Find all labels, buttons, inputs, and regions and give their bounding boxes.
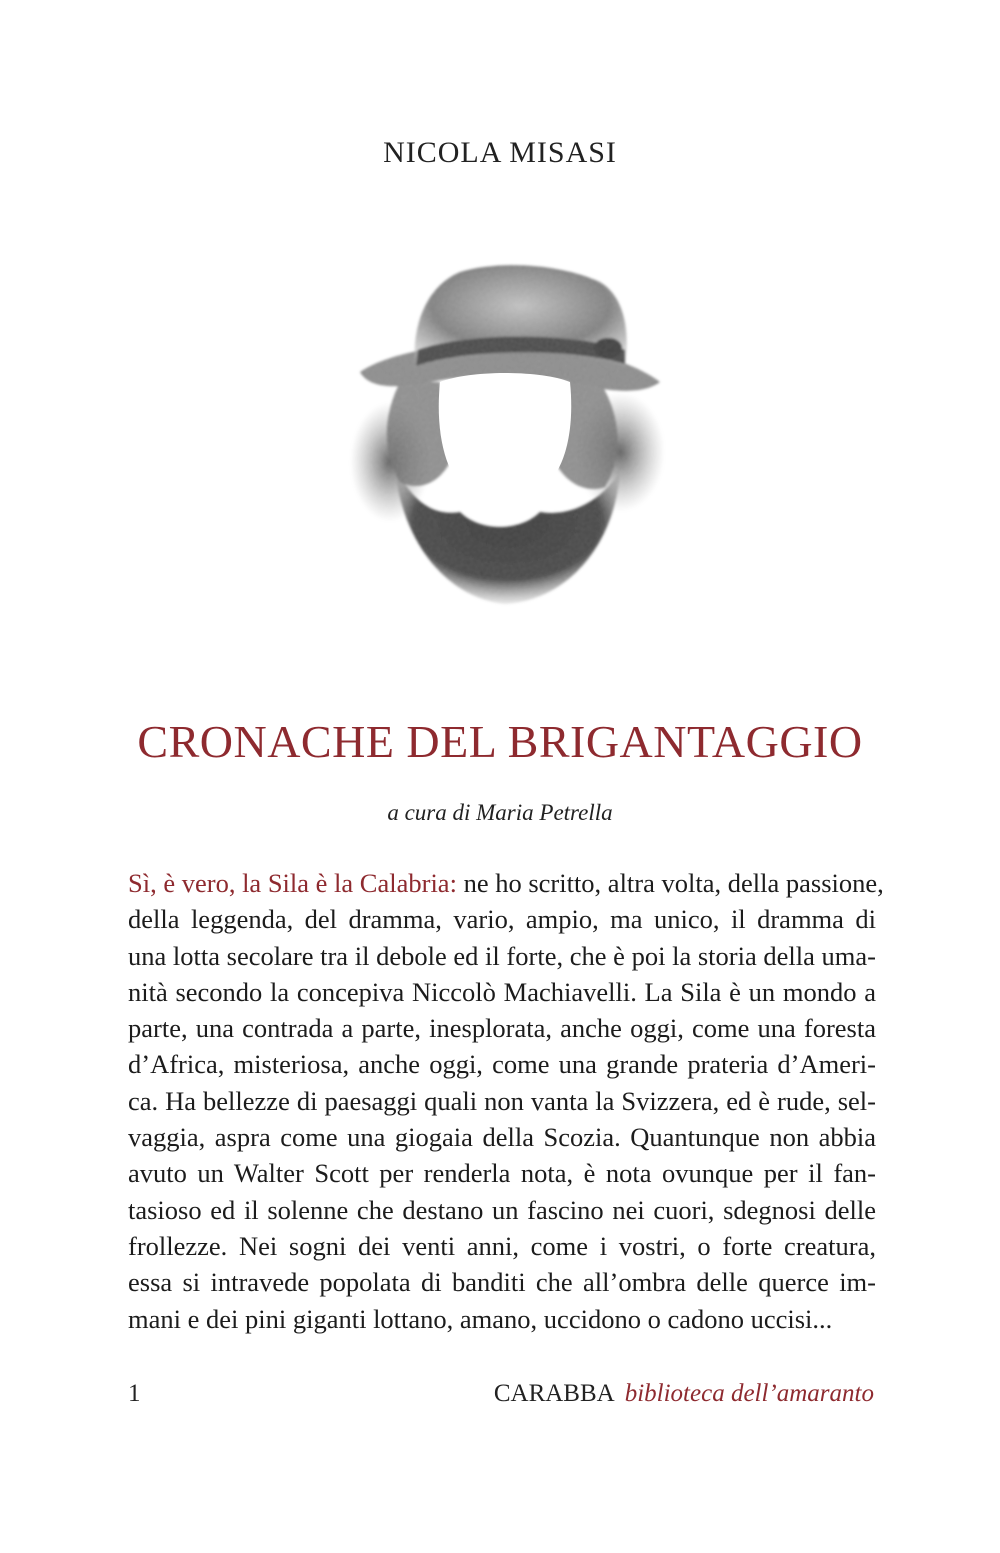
publisher-name: CARABBA: [493, 1380, 615, 1407]
passage-line: mani e dei pini giganti lottano, amano, uccidono o cadono uccisi...: [128, 1303, 833, 1334]
passage-line: ca. Ha bellezze di paesaggi quali non vanta la Svizzera, ed è rude, sel-: [128, 1085, 876, 1116]
portrait-illustration: [300, 232, 700, 632]
page-number: 1: [128, 1380, 141, 1407]
passage-line: tasioso ed il solenne che destano un fascino nei cuori, sdegnosi delle: [128, 1194, 876, 1225]
passage-line: d’Africa, misteriosa, anche oggi, come una grande prateria d’Ameri-: [128, 1049, 876, 1080]
passage-line: frollezze. Nei sogni dei venti anni, come i vostri, o forte creatura,: [128, 1230, 876, 1261]
passage-line: della leggenda, del dramma, vario, ampio, ma unico, il dramma di: [128, 904, 876, 935]
editor-credit: a cura di Maria Petrella: [387, 800, 613, 825]
series-name: biblioteca dell’amaranto: [624, 1380, 874, 1407]
passage-line: [128, 865, 884, 901]
excerpt-passage: [128, 865, 884, 1337]
passage-line: nità secondo la concepiva Niccolò Machiavelli. La Sila è un mondo a: [128, 976, 876, 1007]
publisher-imprint: [494, 1380, 874, 1408]
passage-line: avuto un Walter Scott per renderla nota, è nota ovunque per il fan-: [128, 1158, 876, 1189]
passage-line-text: ne ho scritto, altra volta, della passione,: [456, 868, 884, 898]
passage-line: parte, una contrada a parte, inesplorata, anche oggi, come una foresta: [128, 1013, 876, 1044]
passage-lead: Sì, è vero, la Sila è la Calabria:: [128, 868, 457, 898]
passage-line: vaggia, aspra come una giogaia della Scozia. Quantunque non abbia: [128, 1122, 876, 1153]
book-title: CRONACHE DEL BRIGANTAGGIO: [137, 716, 863, 767]
author-name: NICOLA MISASI: [383, 136, 617, 169]
passage-line: una lotta secolare tra il debole ed il forte, che è poi la storia della uma-: [128, 940, 876, 971]
passage-line: essa si intravede popolata di banditi che all’ombra delle querce im-: [128, 1267, 876, 1298]
